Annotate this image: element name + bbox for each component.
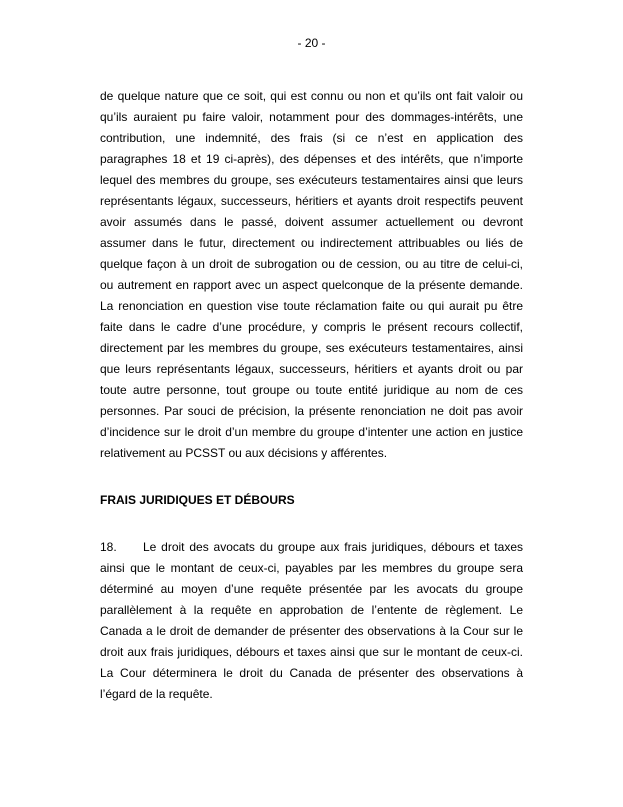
text-line: ainsi que le montant de ceux-ci, payables par les membres du groupe sera bbox=[100, 561, 523, 575]
text-line: de quelque nature que ce soit, qui est connu ou non et qu’ils ont fait valoir ou bbox=[100, 89, 523, 103]
text-line: lequel des membres du groupe, ses exécuteurs testamentaires ainsi que leurs bbox=[100, 173, 523, 187]
text-line: toute autre personne, tout groupe ou toute entité juridique au nom de ces bbox=[100, 383, 523, 397]
text-line: directement par les membres du groupe, ses exécuteurs testamentaires, ainsi bbox=[100, 341, 523, 355]
text-line: relativement au PCSST ou aux décisions y afférentes. bbox=[100, 446, 388, 460]
document-body bbox=[100, 86, 523, 705]
text-line: assumer dans le futur, directement ou indirectement attribuables ou liés de bbox=[100, 236, 523, 250]
paragraph-text: Le droit des avocats du groupe aux frais juridiques, débours et taxes bbox=[143, 540, 523, 554]
text-line: qu’ils auraient pu faire valoir, notamment pour des dommages-intérêts, une bbox=[100, 110, 523, 124]
section-heading: FRAIS JURIDIQUES ET DÉBOURS bbox=[100, 493, 295, 507]
text-line: déterminé au moyen d’une requête présentée par les avocats du groupe bbox=[100, 582, 523, 596]
text-line: Canada a le droit de demander de présenter des observations à la Cour sur le bbox=[100, 624, 523, 638]
text-line: La renonciation en question vise toute réclamation faite ou qui aurait pu être bbox=[100, 299, 523, 313]
text-line: avoir assumés dans le passé, doivent assumer actuellement ou devront bbox=[100, 215, 523, 229]
text-line: parallèlement à la requête en approbation de l’entente de règlement. Le bbox=[100, 603, 523, 617]
page-number: - 20 - bbox=[297, 36, 326, 50]
paragraph-number: 18. bbox=[100, 540, 117, 554]
text-line bbox=[100, 537, 523, 558]
text-line: La Cour déterminera le droit du Canada de présenter des observations à bbox=[100, 666, 523, 680]
text-line: que leurs représentants légaux, successeurs, héritiers et ayants droit ou par bbox=[100, 362, 523, 376]
text-line: contribution, une indemnité, des frais (si ce n’est en application des bbox=[100, 131, 523, 145]
text-line: l’égard de la requête. bbox=[100, 687, 213, 701]
paragraph-release bbox=[100, 86, 523, 464]
text-line: paragraphes 18 et 19 ci-après), des dépenses et des intérêts, que n’importe bbox=[100, 152, 523, 166]
text-line: faite dans le cadre d’une procédure, y compris le présent recours collectif, bbox=[100, 320, 523, 334]
text-line: droit aux frais juridiques, débours et taxes ainsi que sur le montant de ceux-ci. bbox=[100, 645, 523, 659]
text-line: représentants légaux, successeurs, héritiers et ayants droit respectifs peuvent bbox=[100, 194, 523, 208]
text-line: personnes. Par souci de précision, la présente renonciation ne doit pas avoir bbox=[100, 404, 523, 418]
paragraph-fees bbox=[100, 537, 523, 705]
text-line: quelque façon à un droit de subrogation ou de cession, ou au titre de celui-ci, bbox=[100, 257, 523, 271]
text-line: ou autrement en rapport avec un aspect quelconque de la présente demande. bbox=[100, 278, 523, 292]
text-line: d’incidence sur le droit d’un membre du groupe d’intenter une action en justice bbox=[100, 425, 523, 439]
